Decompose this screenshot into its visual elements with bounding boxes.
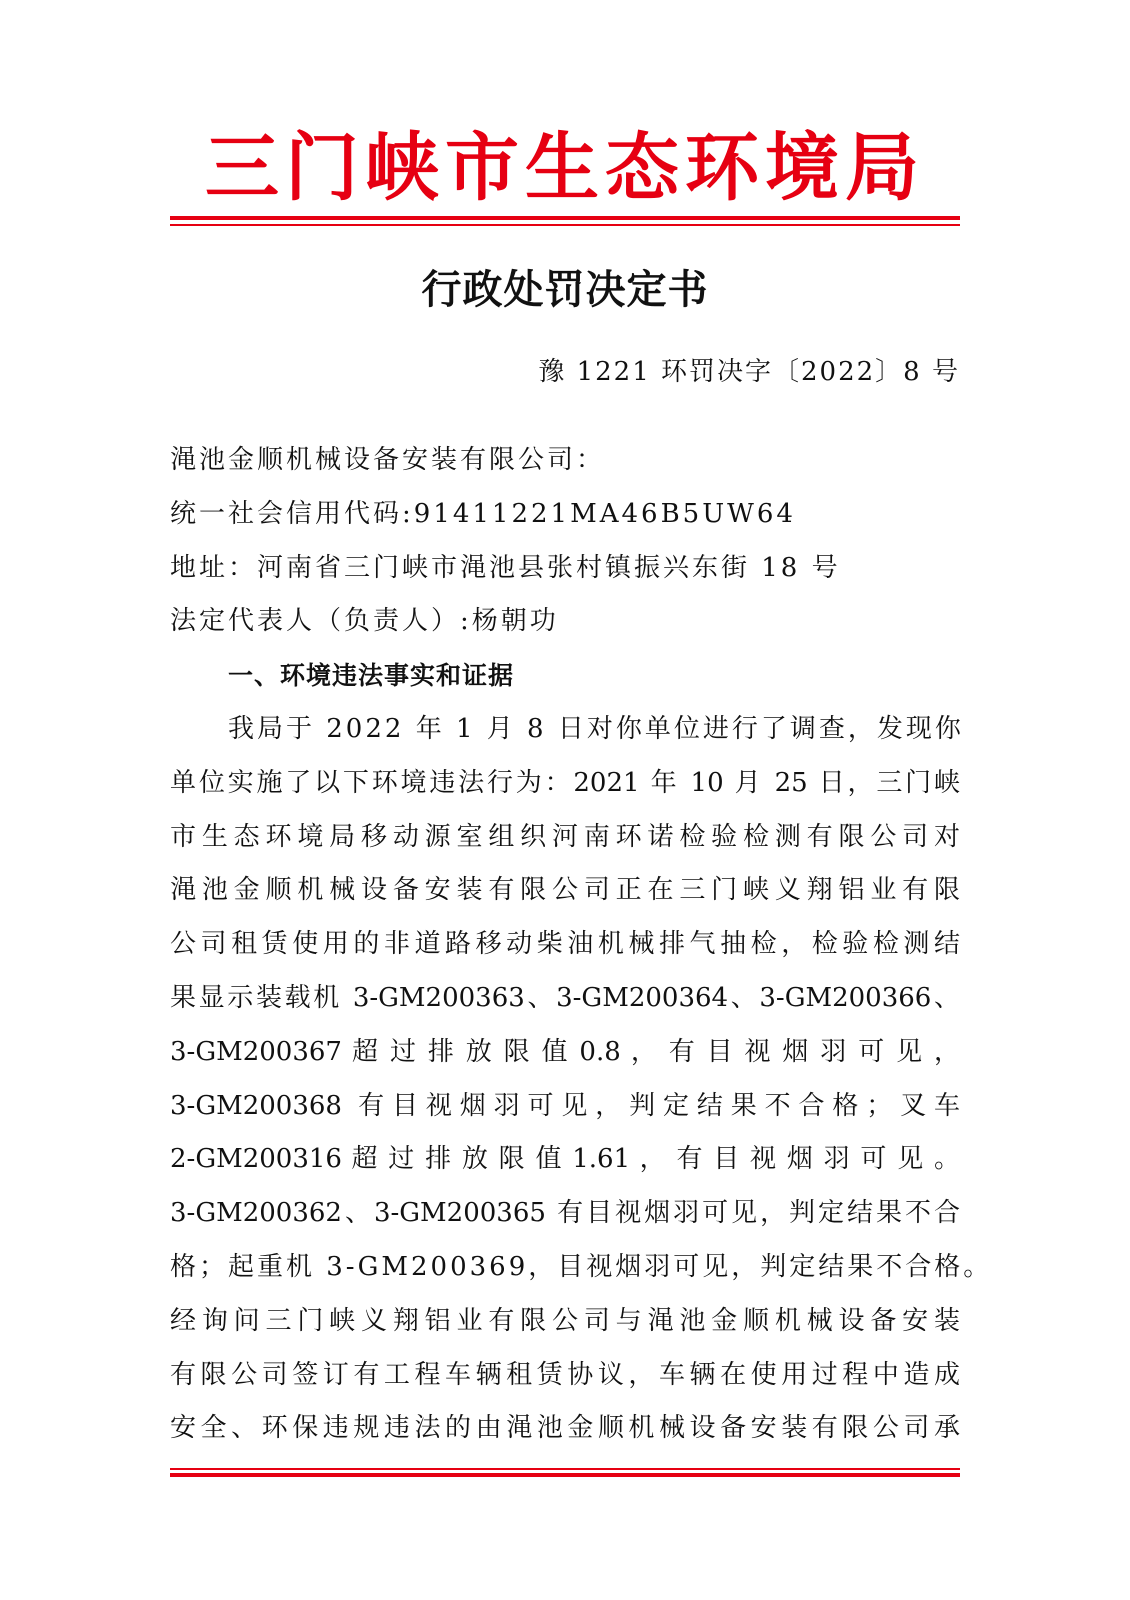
paragraph-line: 安全、环保违规违法的由渑池金顺机械设备安装有限公司承: [170, 1413, 960, 1444]
document-number: 豫 1221 环罚决字〔2022〕8 号: [538, 357, 960, 387]
credit-code: 统一社会信用代码:91411221MA46B5UW64: [170, 498, 796, 529]
paragraph-line: 有限公司签订有工程车辆租赁协议，车辆在使用过程中造成: [170, 1359, 960, 1390]
paragraph-line: 单位实施了以下环境违法行为：2021 年 10 月 25 日，三门峡: [170, 767, 960, 798]
header-rule-thick: [170, 216, 960, 220]
paragraph-line: 果显示装载机 3-GM200363、3-GM200364、3-GM200366、: [170, 982, 960, 1013]
legal-representative: 法定代表人（负责人）:杨朝功: [170, 606, 559, 637]
paragraph-line: 经询问三门峡义翔铝业有限公司与渑池金顺机械设备安装: [170, 1305, 960, 1336]
party-address: 地址：河南省三门峡市渑池县张村镇振兴东街 18 号: [170, 552, 841, 583]
paragraph-line: 公司租赁使用的非道路移动柴油机械排气抽检，检验检测结: [170, 929, 960, 960]
header-rule-thin: [170, 224, 960, 226]
paragraph-line: 3-GM200367 超 过 排 放 限 值 0.8 ， 有 目 视 烟 羽 可 见 ，: [170, 1036, 960, 1067]
footer-rule-thick: [170, 1473, 960, 1477]
paragraph-line: 我局于 2022 年 1 月 8 日对你单位进行了调查，发现你: [228, 713, 964, 744]
document-body: [170, 434, 993, 1456]
section-heading: 一、环境违法事实和证据: [228, 661, 515, 691]
agency-name: 三门峡市生态环境局: [205, 125, 925, 211]
paragraph-line: 3-GM200368 有目视烟羽可见，判定结果不合格；叉车: [170, 1090, 960, 1121]
paragraph-line: 渑池金顺机械设备安装有限公司正在三门峡义翔铝业有限: [170, 875, 960, 906]
paragraph-line: 3-GM200362、3-GM200365 有目视烟羽可见，判定结果不合: [170, 1198, 960, 1229]
paragraph-line: 格；起重机 3-GM200369，目视烟羽可见，判定结果不合格。: [170, 1251, 993, 1282]
party-name: 渑池金顺机械设备安装有限公司：: [170, 445, 606, 475]
paragraph-line: 市生态环境局移动源室组织河南环诺检验检测有限公司对: [170, 821, 960, 852]
footer-rule-thin: [170, 1468, 960, 1470]
paragraph-line: 2-GM200316 超 过 排 放 限 值 1.61 ， 有 目 视 烟 羽 可 见 。: [170, 1144, 960, 1175]
document-title: 行政处罚决定书: [421, 266, 709, 313]
